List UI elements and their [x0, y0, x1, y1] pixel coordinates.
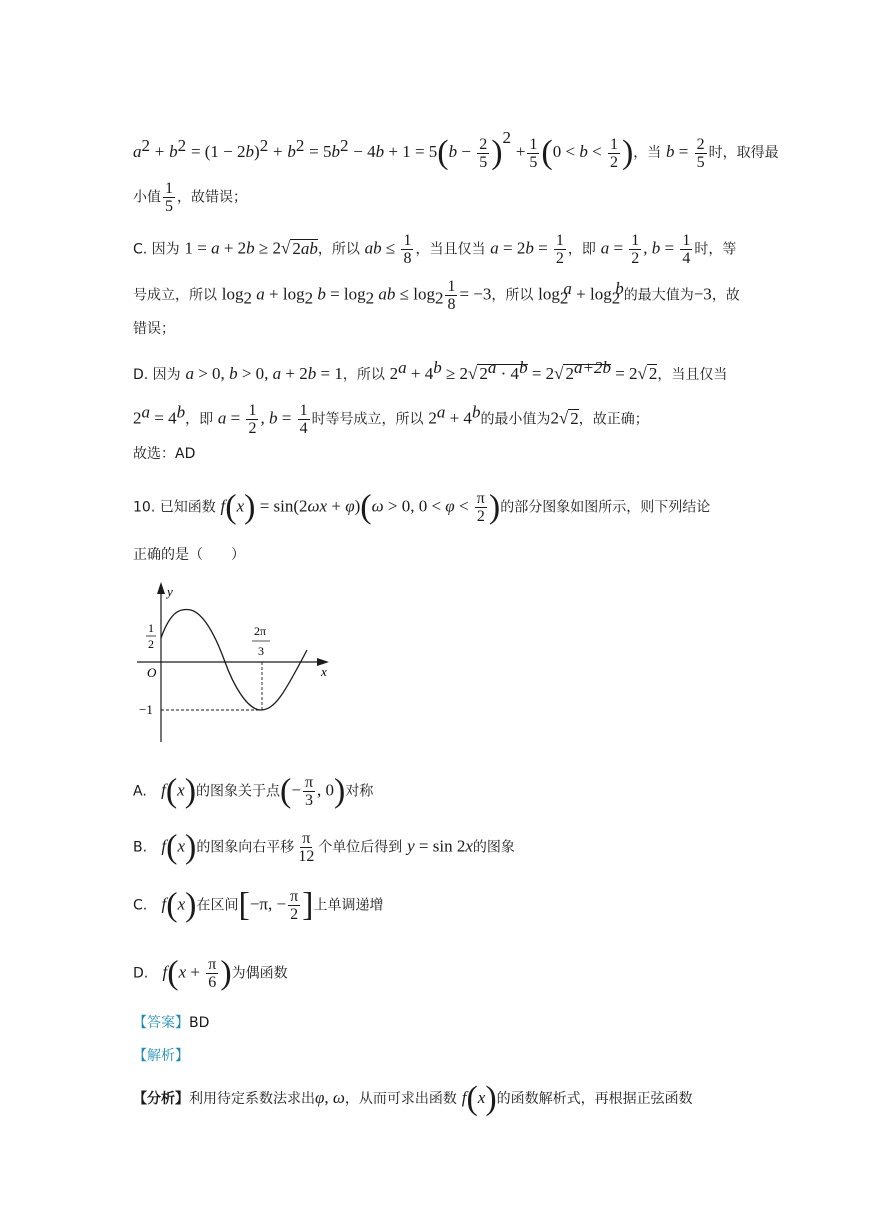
text-l5: 错误； — [133, 321, 175, 337]
solution-line-8 — [133, 443, 195, 464]
text-q10-a: 10. 已知函数 — [133, 499, 216, 516]
text-l7-c: 的最小值为 — [480, 411, 551, 428]
tick-x-num: 2π — [254, 624, 267, 638]
question-10-line-1: 10. 已知函数 f(x) = sin(2ωx + φ)(ω > 0, 0 < φ < $\frac{\pi}{2}$ )的部分图象如图所示，则下列结论 — [133, 488, 711, 526]
option-b-label: B. — [133, 839, 148, 856]
fenxi-line: 【分析】利用待定系数法求出φ, ω，从而可求出函数 f(x)的函数解析式，再根据正弦函数 — [133, 1080, 693, 1117]
analysis-line — [133, 1045, 189, 1066]
text-l4-c: 的最大值为 — [623, 287, 694, 304]
tick-half-num: 1 — [148, 621, 154, 635]
text-l6-mid: ，所以 — [342, 367, 385, 383]
option-b-text3: 的图象 — [472, 839, 515, 856]
y-axis-arrow — [157, 582, 165, 594]
text-l7-a: ，即 — [185, 411, 214, 428]
sine-curve — [161, 609, 307, 710]
text-l3-mid2: ，当且仅当 — [415, 241, 486, 258]
solution-line-2: 小值 $\frac{1}{5}$ ，故错误； — [133, 180, 247, 215]
option-b: B. f(x)的图象向右平移 $\frac{\pi}{12}$ 个单位后得到 y = sin 2x的图象 — [133, 828, 515, 866]
text-q10-b: 的部分图象如图所示，则下列结论 — [500, 499, 711, 516]
text-l2-b: ，故错误； — [177, 189, 247, 206]
option-d-label: D. — [133, 965, 149, 982]
text-l7-b: 时等号成立，所以 — [311, 411, 424, 428]
solution-line-d: D. 因为 a > 0, b > 0, a + 2b = 1，所以 $2^a + 4^b \ge 2√$ $2^a \cdot 4^b = 2√$ $2^{a+2b} = 2√$ 2，当且仅当 — [133, 358, 728, 383]
solution-line-5 — [133, 318, 175, 339]
text-l2-a: 小值 — [133, 189, 161, 206]
answer-tag: 【答案】 — [133, 1015, 189, 1031]
option-a-text2: 对称 — [345, 783, 374, 800]
option-d: D. f(x + $\frac{\pi}{6}$ )为偶函数 — [133, 954, 288, 992]
analysis-tag: 【解析】 — [133, 1048, 189, 1064]
fenxi-text2: ，从而可求出函数 — [344, 1091, 457, 1107]
option-a: A. f(x)的图象关于点(− $\frac{\pi}{3}$ , 0)对称 — [133, 772, 374, 810]
text-l4-b: ，所以 — [491, 287, 534, 304]
fenxi-tag: 【分析】 — [133, 1091, 189, 1107]
text-l3-c: C. 因为 — [133, 241, 180, 258]
option-a-text1: 的图象关于点 — [196, 783, 281, 800]
tick-half-den: 2 — [148, 637, 154, 651]
option-c-text1: 在区间 — [196, 897, 239, 914]
text-l3-mid3: ，即 — [567, 241, 596, 258]
text-l3-end: 时，等 — [694, 241, 737, 258]
text-q10-c: 正确的是（ ） — [133, 547, 245, 563]
x-axis-label: x — [321, 664, 327, 679]
option-a-label: A. — [133, 783, 147, 800]
solution-line-7: $2^a = 4^b$，即 a = $\frac{1}{2}$ , b = $\frac{1}{4}$ 时等号成立，所以 $2^a + 4^b$的最小值为2√ 2，故正确； — [133, 402, 649, 437]
origin-label: O — [147, 665, 157, 680]
fenxi-text3: 的函数解析式，再根据正弦函数 — [496, 1091, 693, 1107]
option-b-text2: 个单位后得到 — [318, 839, 403, 856]
option-d-text1: 为偶函数 — [231, 965, 288, 982]
solution-line-1: $a^2 + b^2 = (1 - 2b)^2 + b^2 = 5b^2 - 4b + 1 = 5(b$ − $\frac{2}{5}$ )$^2$ + $\frac{1}{5}$ (0 < b < $\frac{1}{2}$ )，当 b = $\frac{2}{5}$ 时，取得最 — [133, 128, 779, 171]
text-l4-a: 号成立，所以 — [133, 287, 217, 304]
option-c: C. f(x)在区间[−π, − $\frac{\pi}{2}$ ]上单调递增 — [133, 886, 384, 924]
text-l6-d: D. 因为 — [133, 367, 181, 383]
tick-x-den: 3 — [258, 644, 264, 658]
text-l8: 故选：AD — [133, 446, 196, 462]
text-l3-mid: ，所以 — [317, 241, 360, 258]
option-c-text2: 上单调递增 — [313, 897, 384, 914]
solution-line-4: 号成立，所以 $\log_2 a + \log_2 b = \log_2$ ab ≤ $\log_2$ $\frac{1}{8}$ = −3，所以 $\log_2^a + \log_2^b$的最大值为−3，故 — [133, 278, 740, 313]
text-l1-end: 时，取得最 — [708, 145, 779, 161]
answer-value: BD — [189, 1015, 210, 1031]
y-axis-label: y — [167, 584, 173, 599]
text-l4-d: ，故 — [711, 287, 740, 304]
text-l7-d: ，故正确； — [578, 411, 649, 428]
solution-line-c: C. 因为 1 = a + 2b ≥ 2√ 2ab，所以 ab ≤ $\frac{1}{8}$ ，当且仅当 a = 2b = $\frac{1}{2}$ ，即 a = $\frac{1}{2}$ , b = $\frac{1}{4}$ 时，等 — [133, 232, 737, 267]
question-10-line-2 — [133, 544, 245, 565]
text-l6-end: ，当且仅当 — [657, 367, 728, 383]
answer-line — [133, 1012, 209, 1033]
text-l1-tail: ，当 — [633, 145, 662, 161]
fenxi-text1: 利用待定系数法求出 — [189, 1091, 315, 1107]
sine-graph — [133, 580, 343, 750]
option-b-text1: 的图象向右平移 — [196, 839, 295, 856]
option-c-label: C. — [133, 897, 148, 914]
tick-neg1: −1 — [139, 702, 153, 717]
